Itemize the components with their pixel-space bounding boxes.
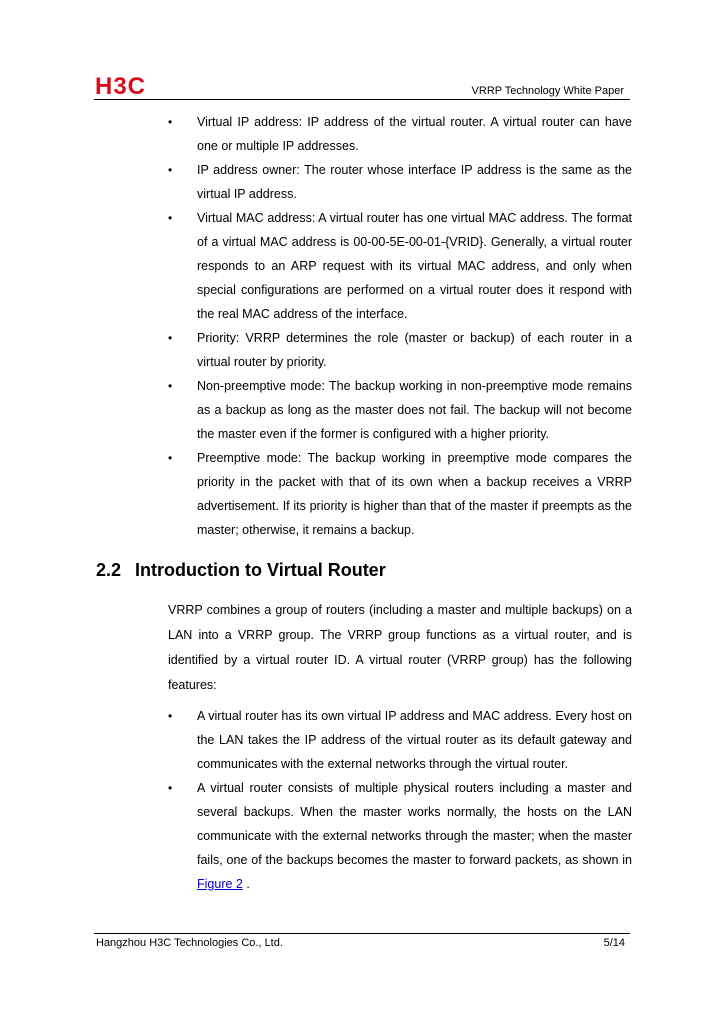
list-item: • IP address owner: The router whose interface IP address is the same as the virtual IP address. <box>96 158 632 206</box>
list-item <box>96 776 632 896</box>
list-item: • Priority: VRRP determines the role (master or backup) of each router in a virtual router by priority. <box>96 326 632 374</box>
document-title: VRRP Technology White Paper <box>471 85 624 97</box>
header-divider <box>94 99 630 100</box>
figure-2-link[interactable]: Figure 2 <box>197 877 243 891</box>
term-definition-list <box>96 110 632 542</box>
list-item: • A virtual router has its own virtual IP address and MAC address. Every host on the LAN takes the IP address of the virtual router as its default gateway and communicates with the external networks through the virtual router. <box>96 704 632 776</box>
footer-company: Hangzhou H3C Technologies Co., Ltd. <box>96 937 283 949</box>
list-item-text: A virtual router consists of multiple physical routers including a master and several backups. When the master works normally, the hosts on the LAN communicate with the external networks through the master; when the master fails, one of the backups becomes the master to forward packets, as shown in <box>197 781 632 867</box>
list-item: • Virtual IP address: IP address of the virtual router. A virtual router can have one or multiple IP addresses. <box>96 110 632 158</box>
logo-text: H3C <box>95 73 147 99</box>
section-intro-paragraph: VRRP combines a group of routers (including a master and multiple backups) on a LAN into a VRRP group. The VRRP group functions as a virtual router, and is identified by a virtual router ID. A virtual router (VRRP group) has the following features: <box>168 603 632 692</box>
list-item: • Virtual MAC address: A virtual router has one virtual MAC address. The format of a virtual MAC address is 00-00-5E-00-01-{VRID}. Generally, a virtual router responds to an ARP request with its virtual MAC address, and only when special configurations are performed on a virtual router does it respond with the real MAC address of the interface. <box>96 206 632 326</box>
section-number: 2.2 <box>96 560 122 580</box>
page-content <box>96 110 632 896</box>
section-title: Introduction to Virtual Router <box>135 560 386 580</box>
list-item: • Non-preemptive mode: The backup working in non-preemptive mode remains as a backup as long as the master does not fail. The backup will not become the master even if the former is configured with a higher priority. <box>96 374 632 446</box>
features-list <box>96 704 632 896</box>
section-heading <box>96 552 632 588</box>
list-item-end: . <box>246 877 250 891</box>
footer-divider <box>94 933 630 934</box>
page-number: 5/14 <box>603 937 625 949</box>
h3c-logo <box>95 73 163 99</box>
list-item: • Preemptive mode: The backup working in preemptive mode compares the priority in the packet with that of its own when a backup receives a VRRP advertisement. If its priority is higher than that of the master if preempts as the master; otherwise, it remains a backup. <box>96 446 632 542</box>
